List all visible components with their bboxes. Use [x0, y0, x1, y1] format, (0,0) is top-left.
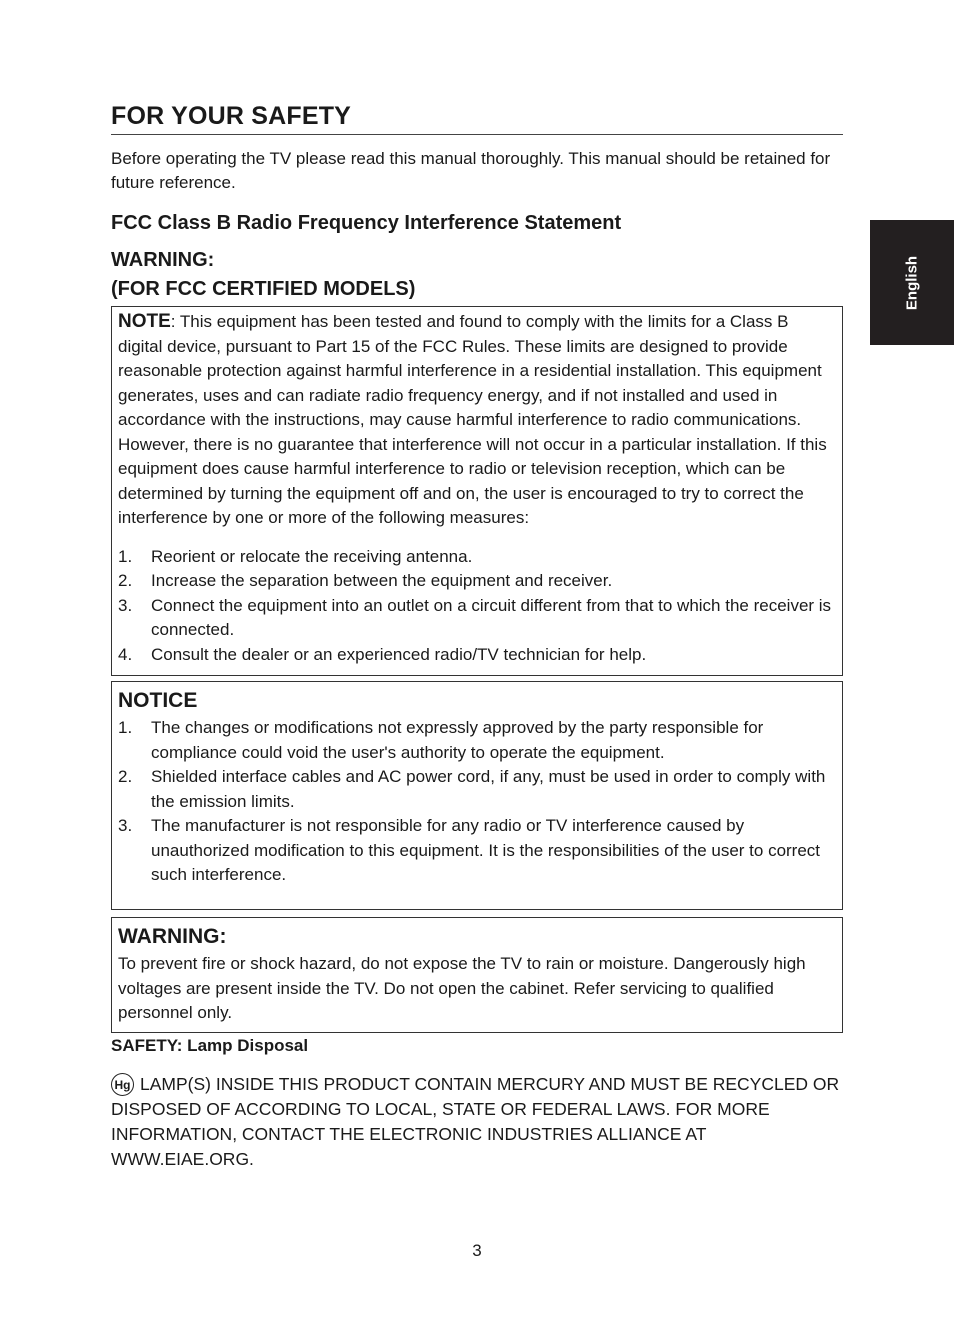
note-box [111, 306, 843, 676]
page-content [111, 102, 843, 1172]
list-item-text: The manufacturer is not responsible for any radio or TV interference caused by unauthorized modification to this equipment. It is the responsibilities of the user to correct such interference. [151, 816, 821, 884]
note-text: : This equipment has been tested and found to comply with the limits for a Class B digital device, pursuant to Part 15 of the FCC Rules. These limits are designed to provide reasonable protection against harmful interference in a residential installation. This equipment generates, uses and can radiate radio frequency energy, and if not installed and used in accordance with the instructions, may cause harmful interference to radio communications. However, there is no guarantee that interference will not occur in a particular installation. If this equipment does cause harmful interference to radio or television reception, which can be determined by turning the equipment off and on, the user is encouraged to try to correct the interference by one or more of the following measures: [118, 312, 827, 527]
fcc-heading: FCC Class B Radio Frequency Interference Statement [111, 212, 622, 234]
lamp-disposal-heading: SAFETY: Lamp Disposal [111, 1035, 309, 1055]
list-item-number: 1. [118, 546, 133, 566]
intro-paragraph: Before operating the TV please read this manual thoroughly. This manual should be retained for future reference. [111, 149, 831, 192]
note-label: NOTE [118, 311, 171, 332]
page-number: 3 [472, 1241, 482, 1260]
fcc-warning-line1: WARNING: [111, 249, 215, 271]
language-tab-label: English [903, 255, 921, 310]
list-item [118, 765, 837, 814]
list-item-number: 2. [118, 767, 133, 786]
fcc-warning-heading [111, 246, 843, 304]
list-item [118, 716, 837, 765]
lamp-disposal-text [111, 1072, 851, 1172]
list-item-text: The changes or modifications not expressly approved by the party responsible for compliance could void the user's authority to operate the equipment. [151, 718, 764, 762]
measures-list [118, 545, 837, 668]
list-item-text: Increase the separation between the equipment and receiver. [151, 571, 613, 590]
mercury-icon: Hg [111, 1073, 134, 1096]
page-title: FOR YOUR SAFETY [111, 102, 843, 135]
list-item [118, 545, 837, 570]
notice-list [118, 716, 837, 888]
list-item-number: 1. [118, 718, 133, 737]
list-item [118, 814, 837, 888]
list-item-number: 3. [118, 816, 133, 835]
note-paragraph [118, 310, 837, 531]
list-item-number: 2. [118, 571, 133, 590]
lamp-disposal-body: LAMP(S) INSIDE THIS PRODUCT CONTAIN MERCURY AND MUST BE RECYCLED OR DISPOSED OF ACCORDING TO LOCAL, STATE OR FEDERAL LAWS. FOR MORE INFORMATION, CONTACT THE ELECTRONIC INDUSTRIES ALLIANCE AT WWW.EIAE.ORG. [111, 1073, 840, 1169]
list-item [118, 569, 837, 594]
notice-box [111, 681, 843, 910]
list-item-text: Consult the dealer or an experienced radio/TV technician for help. [151, 644, 647, 664]
list-item-text: Connect the equipment into an outlet on a circuit different from that to which the receiver is connected. [151, 595, 832, 639]
list-item-number: 3. [118, 595, 133, 615]
list-item [118, 643, 837, 668]
language-tab [870, 220, 954, 345]
list-item-text: Shielded interface cables and AC power cord, if any, must be used in order to comply with the emission limits. [151, 767, 826, 811]
warning-box-heading: WARNING: [118, 925, 227, 948]
notice-heading: NOTICE [118, 689, 198, 712]
list-item-text: Reorient or relocate the receiving antenna. [151, 546, 473, 566]
fcc-warning-line2: (FOR FCC CERTIFIED MODELS) [111, 278, 416, 300]
warning-box-text: To prevent fire or shock hazard, do not expose the TV to rain or moisture. Dangerously high voltages are present inside the TV. Do not open the cabinet. Refer servicing to qualified personnel only. [118, 954, 806, 1022]
warning-box [111, 917, 843, 1033]
list-item-number: 4. [118, 644, 133, 664]
list-item [118, 594, 837, 643]
